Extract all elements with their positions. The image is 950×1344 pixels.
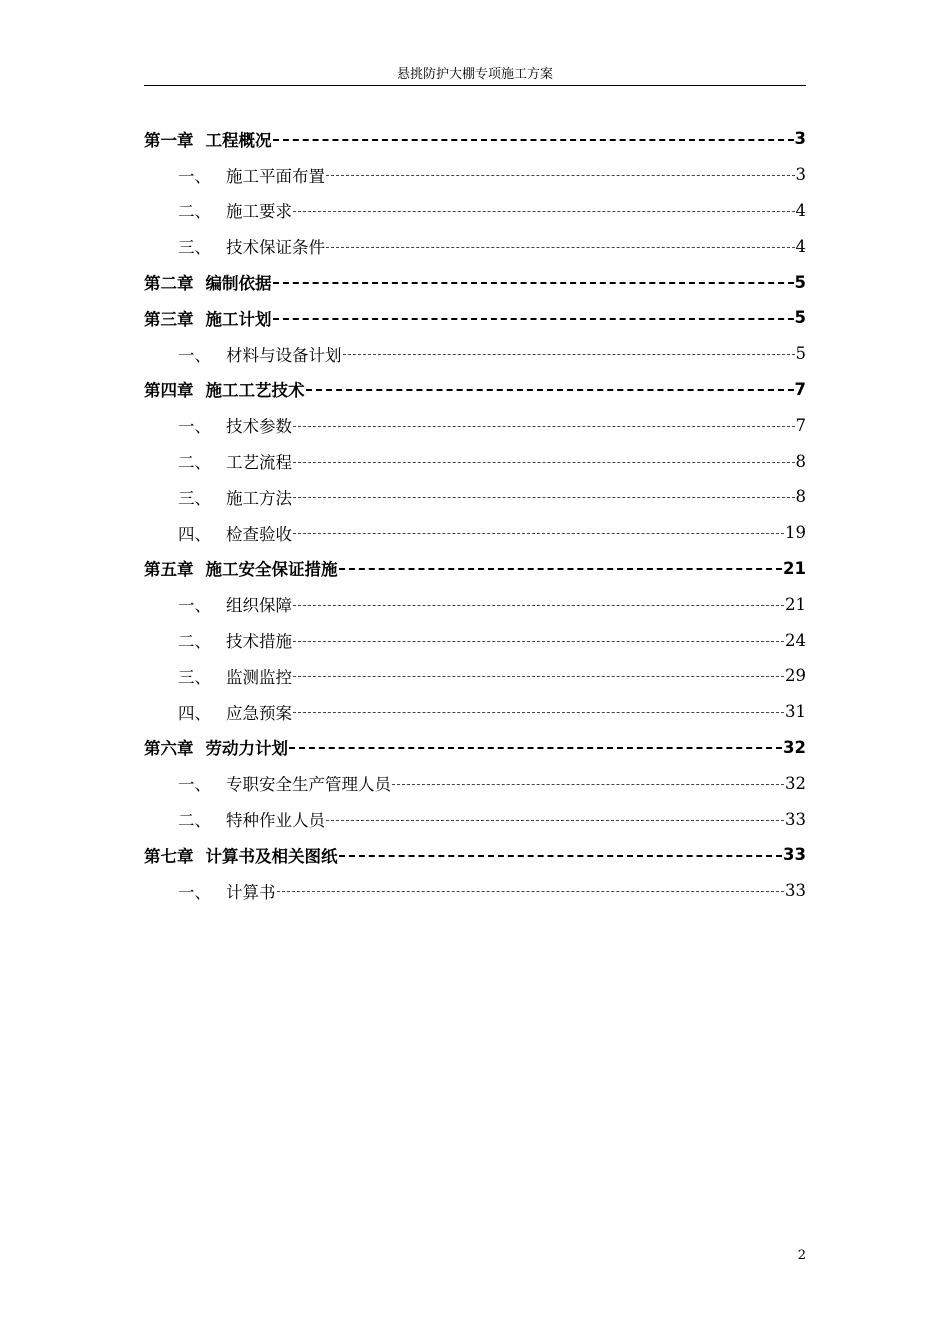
toc-entry-title: 特种作业人员: [226, 811, 325, 831]
toc-dot-leader: [293, 641, 784, 642]
toc-chapter-entry[interactable]: [144, 121, 806, 157]
toc-entry-page: 29: [785, 666, 806, 686]
toc-dot-leader: [277, 891, 785, 892]
header-divider: [144, 85, 806, 86]
toc-dot-leader: [293, 605, 784, 606]
toc-entry-number: 第三章: [144, 309, 194, 329]
toc-entry-page: 21: [783, 558, 806, 578]
toc-entry-page: 5: [794, 272, 806, 292]
toc-entry-title: 组织保障: [226, 596, 292, 616]
toc-entry-page: 4: [795, 200, 806, 220]
toc-section-entry[interactable]: [144, 622, 806, 658]
toc-entry-page: 19: [785, 523, 806, 543]
toc-dot-leader: [293, 533, 784, 534]
toc-dot-leader: [392, 784, 784, 785]
toc-entry-title: 计算书及相关图纸: [205, 846, 338, 866]
toc-entry-title: 技术保证条件: [226, 238, 325, 258]
toc-dot-leader: [273, 282, 794, 284]
toc-entry-number: 一、: [178, 345, 211, 365]
toc-chapter-entry[interactable]: [144, 372, 806, 408]
toc-dot-leader: [343, 354, 795, 355]
toc-chapter-entry[interactable]: [144, 300, 806, 336]
toc-entry-page: 21: [785, 594, 806, 614]
toc-section-entry[interactable]: [144, 157, 806, 193]
toc-dot-leader: [293, 211, 795, 212]
toc-entry-number: 四、: [178, 524, 211, 544]
toc-section-entry[interactable]: [144, 228, 806, 264]
toc-entry-number: 第五章: [144, 560, 194, 580]
toc-entry-number: 第四章: [144, 381, 194, 401]
toc-dot-leader: [293, 426, 795, 427]
toc-dot-leader: [339, 568, 783, 570]
toc-entry-page: 24: [785, 630, 806, 650]
toc-entry-page: 33: [783, 845, 806, 865]
toc-entry-page: 5: [794, 308, 806, 328]
toc-entry-number: 一、: [178, 882, 211, 902]
toc-entry-number: 四、: [178, 703, 211, 723]
toc-entry-page: 5: [795, 344, 806, 364]
toc-section-entry[interactable]: [144, 765, 806, 801]
toc-entry-title: 施工要求: [226, 202, 292, 222]
toc-chapter-entry[interactable]: [144, 730, 806, 766]
toc-entry-title: 专职安全生产管理人员: [226, 775, 391, 795]
toc-section-entry[interactable]: [144, 801, 806, 837]
toc-dot-leader: [306, 389, 794, 391]
toc-section-entry[interactable]: [144, 515, 806, 551]
toc-dot-leader: [339, 855, 783, 857]
toc-dot-leader: [293, 462, 795, 463]
toc-section-entry[interactable]: [144, 193, 806, 229]
toc-entry-number: 一、: [178, 166, 211, 186]
toc-entry-page: 33: [785, 809, 806, 829]
toc-dot-leader: [293, 497, 795, 498]
toc-entry-title: 工艺流程: [226, 453, 292, 473]
toc-entry-page: 32: [783, 737, 806, 757]
toc-entry-number: 二、: [178, 453, 211, 473]
toc-entry-page: 4: [795, 236, 806, 256]
toc-section-entry[interactable]: [144, 694, 806, 730]
toc-entry-title: 应急预案: [226, 703, 292, 723]
toc-entry-title: 编制依据: [205, 274, 272, 294]
toc-section-entry[interactable]: [144, 407, 806, 443]
toc-entry-page: 31: [785, 702, 806, 722]
toc-entry-number: 二、: [178, 632, 211, 652]
page-number: 2: [797, 1248, 806, 1263]
toc-entry-title: 监测监控: [226, 667, 292, 687]
toc-dot-leader: [293, 712, 784, 713]
toc-entry-page: 32: [785, 773, 806, 793]
toc-entry-number: 二、: [178, 202, 211, 222]
toc-entry-number: 二、: [178, 811, 211, 831]
page-header-title: 悬挑防护大棚专项施工方案: [396, 67, 553, 82]
toc-entry-number: 第六章: [144, 739, 194, 759]
toc-dot-leader: [289, 747, 782, 749]
toc-entry-page: 8: [795, 451, 806, 471]
toc-entry-page: 7: [794, 379, 806, 399]
toc-entry-number: 一、: [178, 417, 211, 437]
toc-section-entry[interactable]: [144, 443, 806, 479]
toc-entry-page: 7: [795, 415, 806, 435]
toc-entry-title: 技术措施: [226, 632, 292, 652]
toc-entry-page: 8: [795, 487, 806, 507]
toc-entry-number: 三、: [178, 667, 211, 687]
toc-section-entry[interactable]: [144, 586, 806, 622]
toc-entry-number: 第一章: [144, 130, 194, 150]
toc-entry-page: 3: [794, 129, 806, 149]
toc-entry-title: 工程概况: [205, 130, 272, 150]
toc-chapter-entry[interactable]: [144, 264, 806, 300]
toc-section-entry[interactable]: [144, 336, 806, 372]
toc-dot-leader: [293, 676, 784, 677]
toc-entry-title: 施工工艺技术: [205, 381, 305, 401]
toc-chapter-entry[interactable]: [144, 837, 806, 873]
toc-entry-number: 第二章: [144, 274, 194, 294]
toc-entry-number: 三、: [178, 238, 211, 258]
toc-chapter-entry[interactable]: [144, 551, 806, 587]
toc-dot-leader: [326, 175, 795, 176]
toc-entry-title: 技术参数: [226, 417, 292, 437]
toc-entry-number: 三、: [178, 488, 211, 508]
toc-section-entry[interactable]: [144, 873, 806, 909]
toc-entry-title: 劳动力计划: [205, 739, 288, 759]
toc-entry-title: 计算书: [226, 882, 276, 902]
toc-entry-number: 第七章: [144, 846, 194, 866]
toc-entry-number: 一、: [178, 775, 211, 795]
toc-section-entry[interactable]: [144, 658, 806, 694]
toc-entry-page: 33: [785, 881, 806, 901]
toc-dot-leader: [273, 318, 794, 320]
toc-dot-leader: [326, 247, 795, 248]
toc-entry-title: 施工计划: [205, 309, 272, 329]
toc-section-entry[interactable]: [144, 479, 806, 515]
table-of-contents: [144, 121, 806, 909]
toc-dot-leader: [273, 139, 794, 141]
toc-entry-number: 一、: [178, 596, 211, 616]
toc-entry-title: 检查验收: [226, 524, 292, 544]
toc-dot-leader: [326, 820, 784, 821]
toc-entry-title: 材料与设备计划: [226, 345, 342, 365]
toc-entry-title: 施工安全保证措施: [205, 560, 338, 580]
toc-entry-title: 施工平面布置: [226, 166, 325, 186]
toc-entry-page: 3: [795, 165, 806, 185]
toc-entry-title: 施工方法: [226, 488, 292, 508]
